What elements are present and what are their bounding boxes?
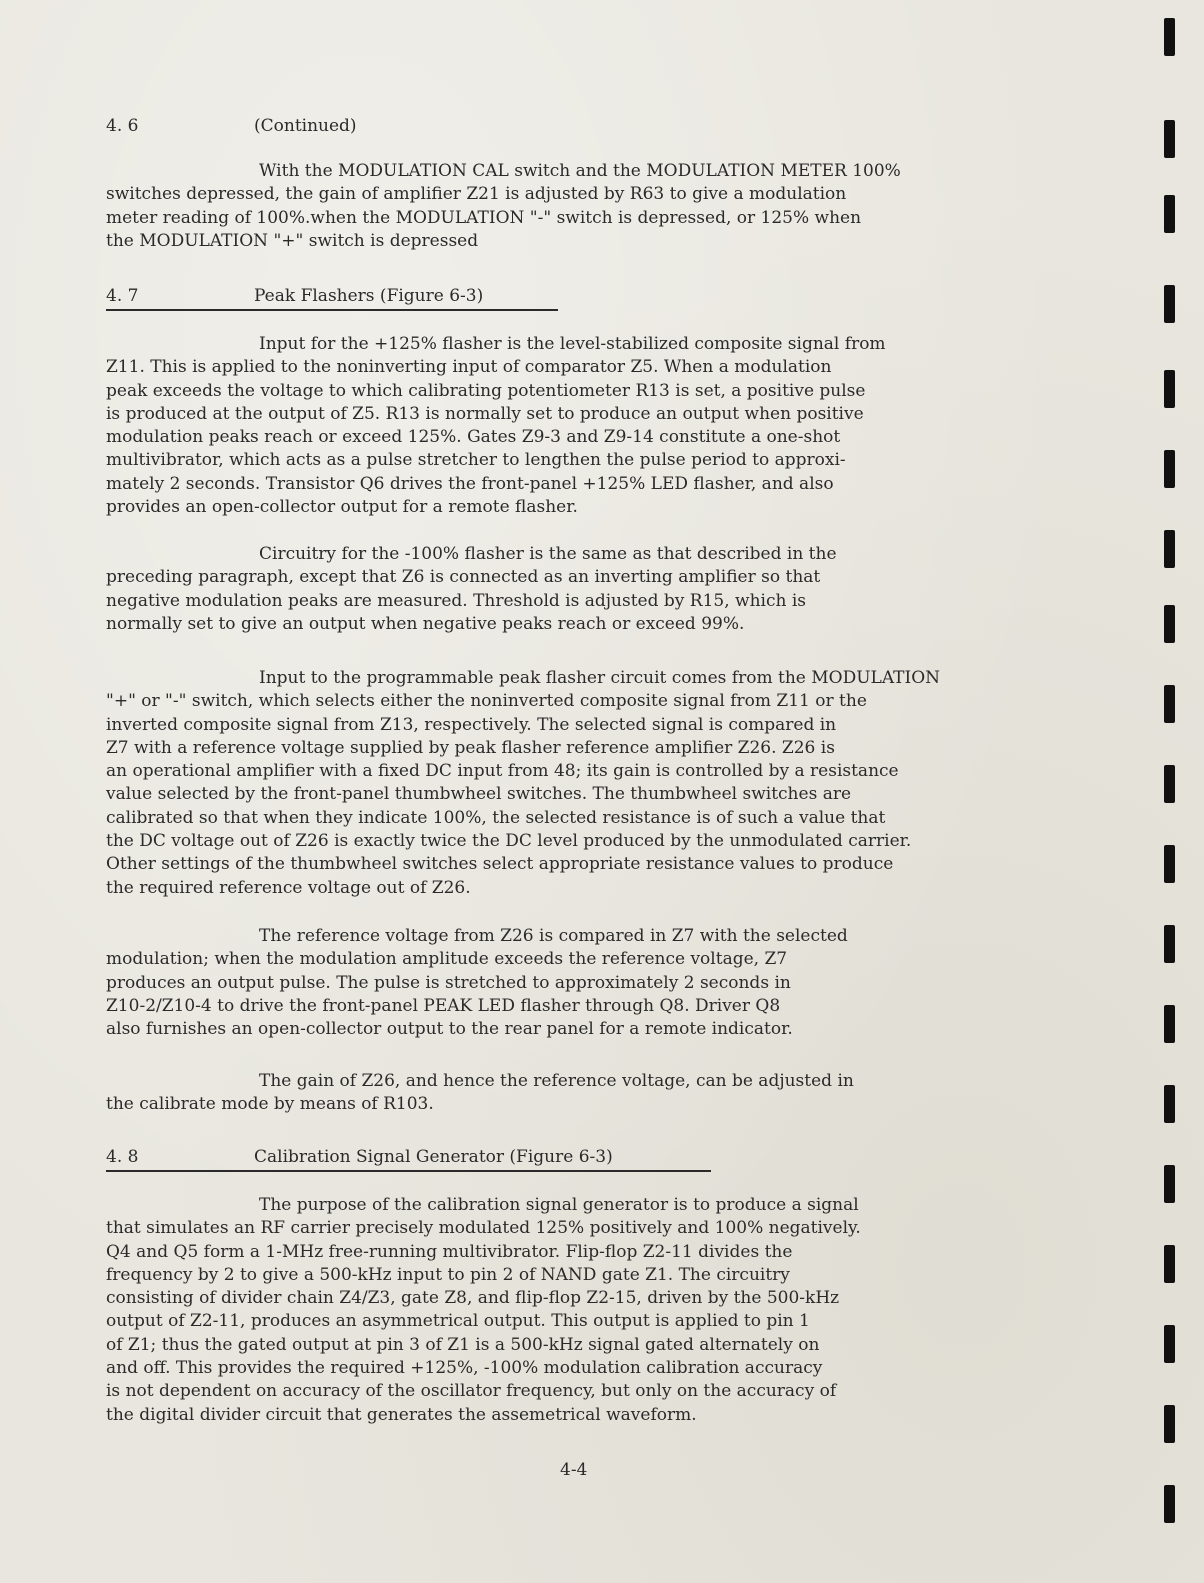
text-line: is produced at the output of Z5. R13 is normally set to produce an output when positive — [106, 403, 864, 424]
binding-hole — [1164, 120, 1175, 158]
text-line: Z11. This is applied to the noninverting input of comparator Z5. When a modulation — [106, 357, 832, 378]
section-number: 4. 6 — [106, 116, 139, 136]
text-line: multivibrator, which acts as a pulse stretcher to lengthen the pulse period to approxi- — [106, 450, 846, 471]
paragraph-4-7-3 — [106, 667, 1126, 900]
text-line: modulation; when the modulation amplitude exceeds the reference voltage, Z7 — [106, 949, 788, 970]
text-line: also furnishes an open-collector output to the rear panel for a remote indicator. — [106, 1019, 793, 1040]
text-line: consisting of divider chain Z4/Z3, gate Z8, and flip-flop Z2-15, driven by the 500-kHz — [106, 1288, 840, 1309]
text-line: an operational amplifier with a fixed DC input from 48; its gain is controlled by a resistance — [106, 761, 899, 782]
binding-hole — [1164, 1085, 1175, 1123]
section-4-8-heading — [106, 1146, 613, 1168]
text-line: Other settings of the thumbwheel switches select appropriate resistance values to produce — [106, 854, 894, 875]
text-line: The purpose of the calibration signal generator is to produce a signal — [259, 1195, 859, 1215]
text-line: "+" or "-" switch, which selects either the noninverted composite signal from Z11 or the — [106, 691, 867, 712]
binding-hole — [1164, 1005, 1175, 1043]
text-line: value selected by the front-panel thumbwheel switches. The thumbwheel switches are — [106, 784, 852, 805]
section-underline — [106, 1170, 711, 1172]
text-line: preceding paragraph, except that Z6 is connected as an inverting amplifier so that — [106, 567, 821, 588]
section-number: 4. 7 — [106, 286, 139, 306]
section-underline — [106, 309, 558, 311]
text-line: and off. This provides the required +125%, -100% modulation calibration accuracy — [106, 1358, 823, 1379]
text-line: Circuitry for the -100% flasher is the same as that described in the — [259, 544, 837, 564]
section-4-6-heading — [106, 115, 357, 137]
text-line: output of Z2-11, produces an asymmetrical output. This output is applied to pin 1 — [106, 1311, 810, 1332]
text-line: mately 2 seconds. Transistor Q6 drives the front-panel +125% LED flasher, and also — [106, 473, 834, 494]
binding-holes — [1156, 0, 1186, 1583]
text-line: Input to the programmable peak flasher circuit comes from the MODULATION — [259, 668, 941, 688]
section-label: (Continued) — [254, 116, 357, 136]
binding-hole — [1164, 1245, 1175, 1283]
binding-hole — [1164, 195, 1175, 233]
binding-hole — [1164, 605, 1175, 643]
text-line: of Z1; thus the gated output at pin 3 of Z1 is a 500-kHz signal gated alternately on — [106, 1334, 820, 1355]
text-line: Z7 with a reference voltage supplied by peak flasher reference amplifier Z26. Z26 is — [106, 737, 835, 758]
section-title: Peak Flashers (Figure 6-3) — [254, 286, 484, 306]
text-line: calibrated so that when they indicate 100%, the selected resistance is of such a value that — [106, 807, 886, 828]
text-line: The reference voltage from Z26 is compared in Z7 with the selected — [259, 926, 848, 946]
text-line: produces an output pulse. The pulse is stretched to approximately 2 seconds in — [106, 972, 791, 993]
text-line: the DC voltage out of Z26 is exactly twice the DC level produced by the unmodulated carrier. — [106, 831, 912, 852]
text-line: peak exceeds the voltage to which calibrating potentiometer R13 is set, a positive pulse — [106, 380, 866, 401]
binding-hole — [1164, 285, 1175, 323]
text-line: meter reading of 100%.when the MODULATION "-" switch is depressed, or 125% when — [106, 207, 862, 228]
binding-hole — [1164, 1325, 1175, 1363]
paragraph-4-7-1 — [106, 333, 1126, 519]
binding-hole — [1164, 685, 1175, 723]
binding-hole — [1164, 765, 1175, 803]
section-title: Calibration Signal Generator (Figure 6-3) — [254, 1147, 613, 1167]
text-line: frequency by 2 to give a 500-kHz input to pin 2 of NAND gate Z1. The circuitry — [106, 1264, 790, 1285]
text-line: modulation peaks reach or exceed 125%. Gates Z9-3 and Z9-14 constitute a one-shot — [106, 427, 841, 448]
text-line: The gain of Z26, and hence the reference voltage, can be adjusted in — [259, 1071, 854, 1091]
section-number: 4. 8 — [106, 1147, 139, 1167]
paragraph-4-8-1 — [106, 1194, 1126, 1427]
paragraph-4-7-5 — [106, 1070, 1126, 1117]
binding-hole — [1164, 370, 1175, 408]
binding-hole — [1164, 450, 1175, 488]
binding-hole — [1164, 18, 1175, 56]
binding-hole — [1164, 1485, 1175, 1523]
text-line: is not dependent on accuracy of the oscillator frequency, but only on the accuracy of — [106, 1381, 837, 1402]
text-line: With the MODULATION CAL switch and the MODULATION METER 100% — [259, 161, 901, 181]
binding-hole — [1164, 845, 1175, 883]
binding-hole — [1164, 1405, 1175, 1443]
text-line: provides an open-collector output for a remote flasher. — [106, 497, 578, 518]
text-line: normally set to give an output when negative peaks reach or exceed 99%. — [106, 613, 745, 634]
text-line: the digital divider circuit that generates the assemetrical waveform. — [106, 1404, 697, 1425]
page-number: 4-4 — [560, 1460, 588, 1480]
paragraph-4-6-continued — [106, 160, 1126, 253]
section-4-7-heading — [106, 285, 483, 307]
text-line: the calibrate mode by means of R103. — [106, 1094, 434, 1115]
text-line: negative modulation peaks are measured. Threshold is adjusted by R15, which is — [106, 590, 806, 611]
binding-hole — [1164, 530, 1175, 568]
binding-hole — [1164, 925, 1175, 963]
text-line: Q4 and Q5 form a 1-MHz free-running multivibrator. Flip-flop Z2-11 divides the — [106, 1241, 793, 1262]
text-line: that simulates an RF carrier precisely modulated 125% positively and 100% negatively. — [106, 1218, 861, 1239]
paragraph-4-7-4 — [106, 925, 1126, 1041]
text-line: Z10-2/Z10-4 to drive the front-panel PEAK LED flasher through Q8. Driver Q8 — [106, 995, 781, 1016]
paragraph-4-7-2 — [106, 543, 1126, 636]
text-line: the MODULATION "+" switch is depressed — [106, 230, 479, 251]
text-line: switches depressed, the gain of amplifier Z21 is adjusted by R63 to give a modulation — [106, 184, 847, 205]
binding-hole — [1164, 1165, 1175, 1203]
text-line: inverted composite signal from Z13, respectively. The selected signal is compared in — [106, 714, 837, 735]
text-line: Input for the +125% flasher is the level-stabilized composite signal from — [259, 334, 886, 354]
text-line: the required reference voltage out of Z26. — [106, 877, 471, 898]
